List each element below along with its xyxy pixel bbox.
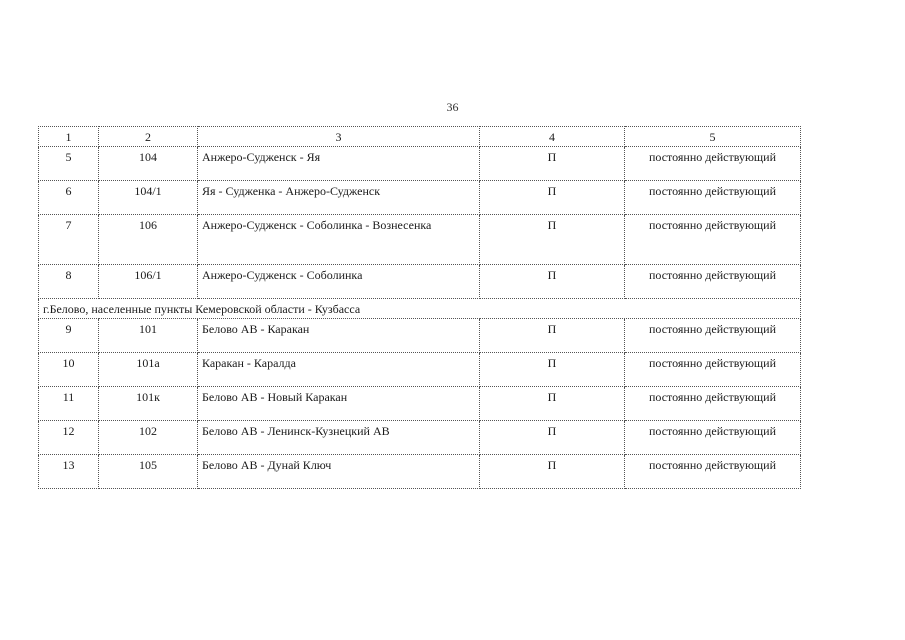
table-row — [39, 147, 801, 181]
route-number: 106/1 — [99, 265, 198, 299]
row-number: 9 — [39, 319, 99, 353]
route-type: П — [480, 319, 625, 353]
route-number: 105 — [99, 455, 198, 489]
route-mode: постоянно действующий — [625, 215, 801, 265]
route-number: 106 — [99, 215, 198, 265]
route-type: П — [480, 353, 625, 387]
table-header-row — [39, 127, 801, 147]
route-type: П — [480, 455, 625, 489]
route-number: 102 — [99, 421, 198, 455]
route-name: Анжеро-Судженск - Соболинка - Вознесенка — [198, 215, 480, 265]
header-cell-3: 3 — [198, 127, 480, 147]
route-name: Белово АВ - Новый Каракан — [198, 387, 480, 421]
route-mode: постоянно действующий — [625, 387, 801, 421]
section-title: г.Белово, населенные пункты Кемеровской области - Кузбасса — [39, 299, 801, 319]
table-row — [39, 455, 801, 489]
row-number: 12 — [39, 421, 99, 455]
route-name: Яя - Судженка - Анжеро-Судженск — [198, 181, 480, 215]
row-number: 10 — [39, 353, 99, 387]
route-mode: постоянно действующий — [625, 421, 801, 455]
route-type: П — [480, 215, 625, 265]
route-number: 104 — [99, 147, 198, 181]
table-row — [39, 215, 801, 265]
route-type: П — [480, 147, 625, 181]
route-mode: постоянно действующий — [625, 181, 801, 215]
route-mode: постоянно действующий — [625, 353, 801, 387]
route-type: П — [480, 265, 625, 299]
table-row — [39, 265, 801, 299]
header-cell-1: 1 — [39, 127, 99, 147]
route-name: Белово АВ - Дунай Ключ — [198, 455, 480, 489]
route-name: Каракан - Каралда — [198, 353, 480, 387]
route-number: 101к — [99, 387, 198, 421]
row-number: 11 — [39, 387, 99, 421]
row-number: 8 — [39, 265, 99, 299]
route-number: 101а — [99, 353, 198, 387]
row-number: 13 — [39, 455, 99, 489]
header-cell-2: 2 — [99, 127, 198, 147]
header-cell-5: 5 — [625, 127, 801, 147]
table-row — [39, 387, 801, 421]
route-name: Анжеро-Судженск - Соболинка — [198, 265, 480, 299]
row-number: 5 — [39, 147, 99, 181]
routes-table — [38, 126, 801, 489]
row-number: 7 — [39, 215, 99, 265]
row-number: 6 — [39, 181, 99, 215]
route-name: Белово АВ - Каракан — [198, 319, 480, 353]
route-mode: постоянно действующий — [625, 265, 801, 299]
route-mode: постоянно действующий — [625, 147, 801, 181]
section-header-row — [39, 299, 801, 319]
route-number: 101 — [99, 319, 198, 353]
table-row — [39, 353, 801, 387]
table-row — [39, 421, 801, 455]
route-type: П — [480, 421, 625, 455]
route-type: П — [480, 387, 625, 421]
table-row — [39, 181, 801, 215]
route-mode: постоянно действующий — [625, 319, 801, 353]
page-number: 36 — [446, 100, 459, 114]
header-cell-4: 4 — [480, 127, 625, 147]
route-name: Анжеро-Судженск - Яя — [198, 147, 480, 181]
route-name: Белово АВ - Ленинск-Кузнецкий АВ — [198, 421, 480, 455]
route-mode: постоянно действующий — [625, 455, 801, 489]
route-type: П — [480, 181, 625, 215]
table-row — [39, 319, 801, 353]
route-number: 104/1 — [99, 181, 198, 215]
